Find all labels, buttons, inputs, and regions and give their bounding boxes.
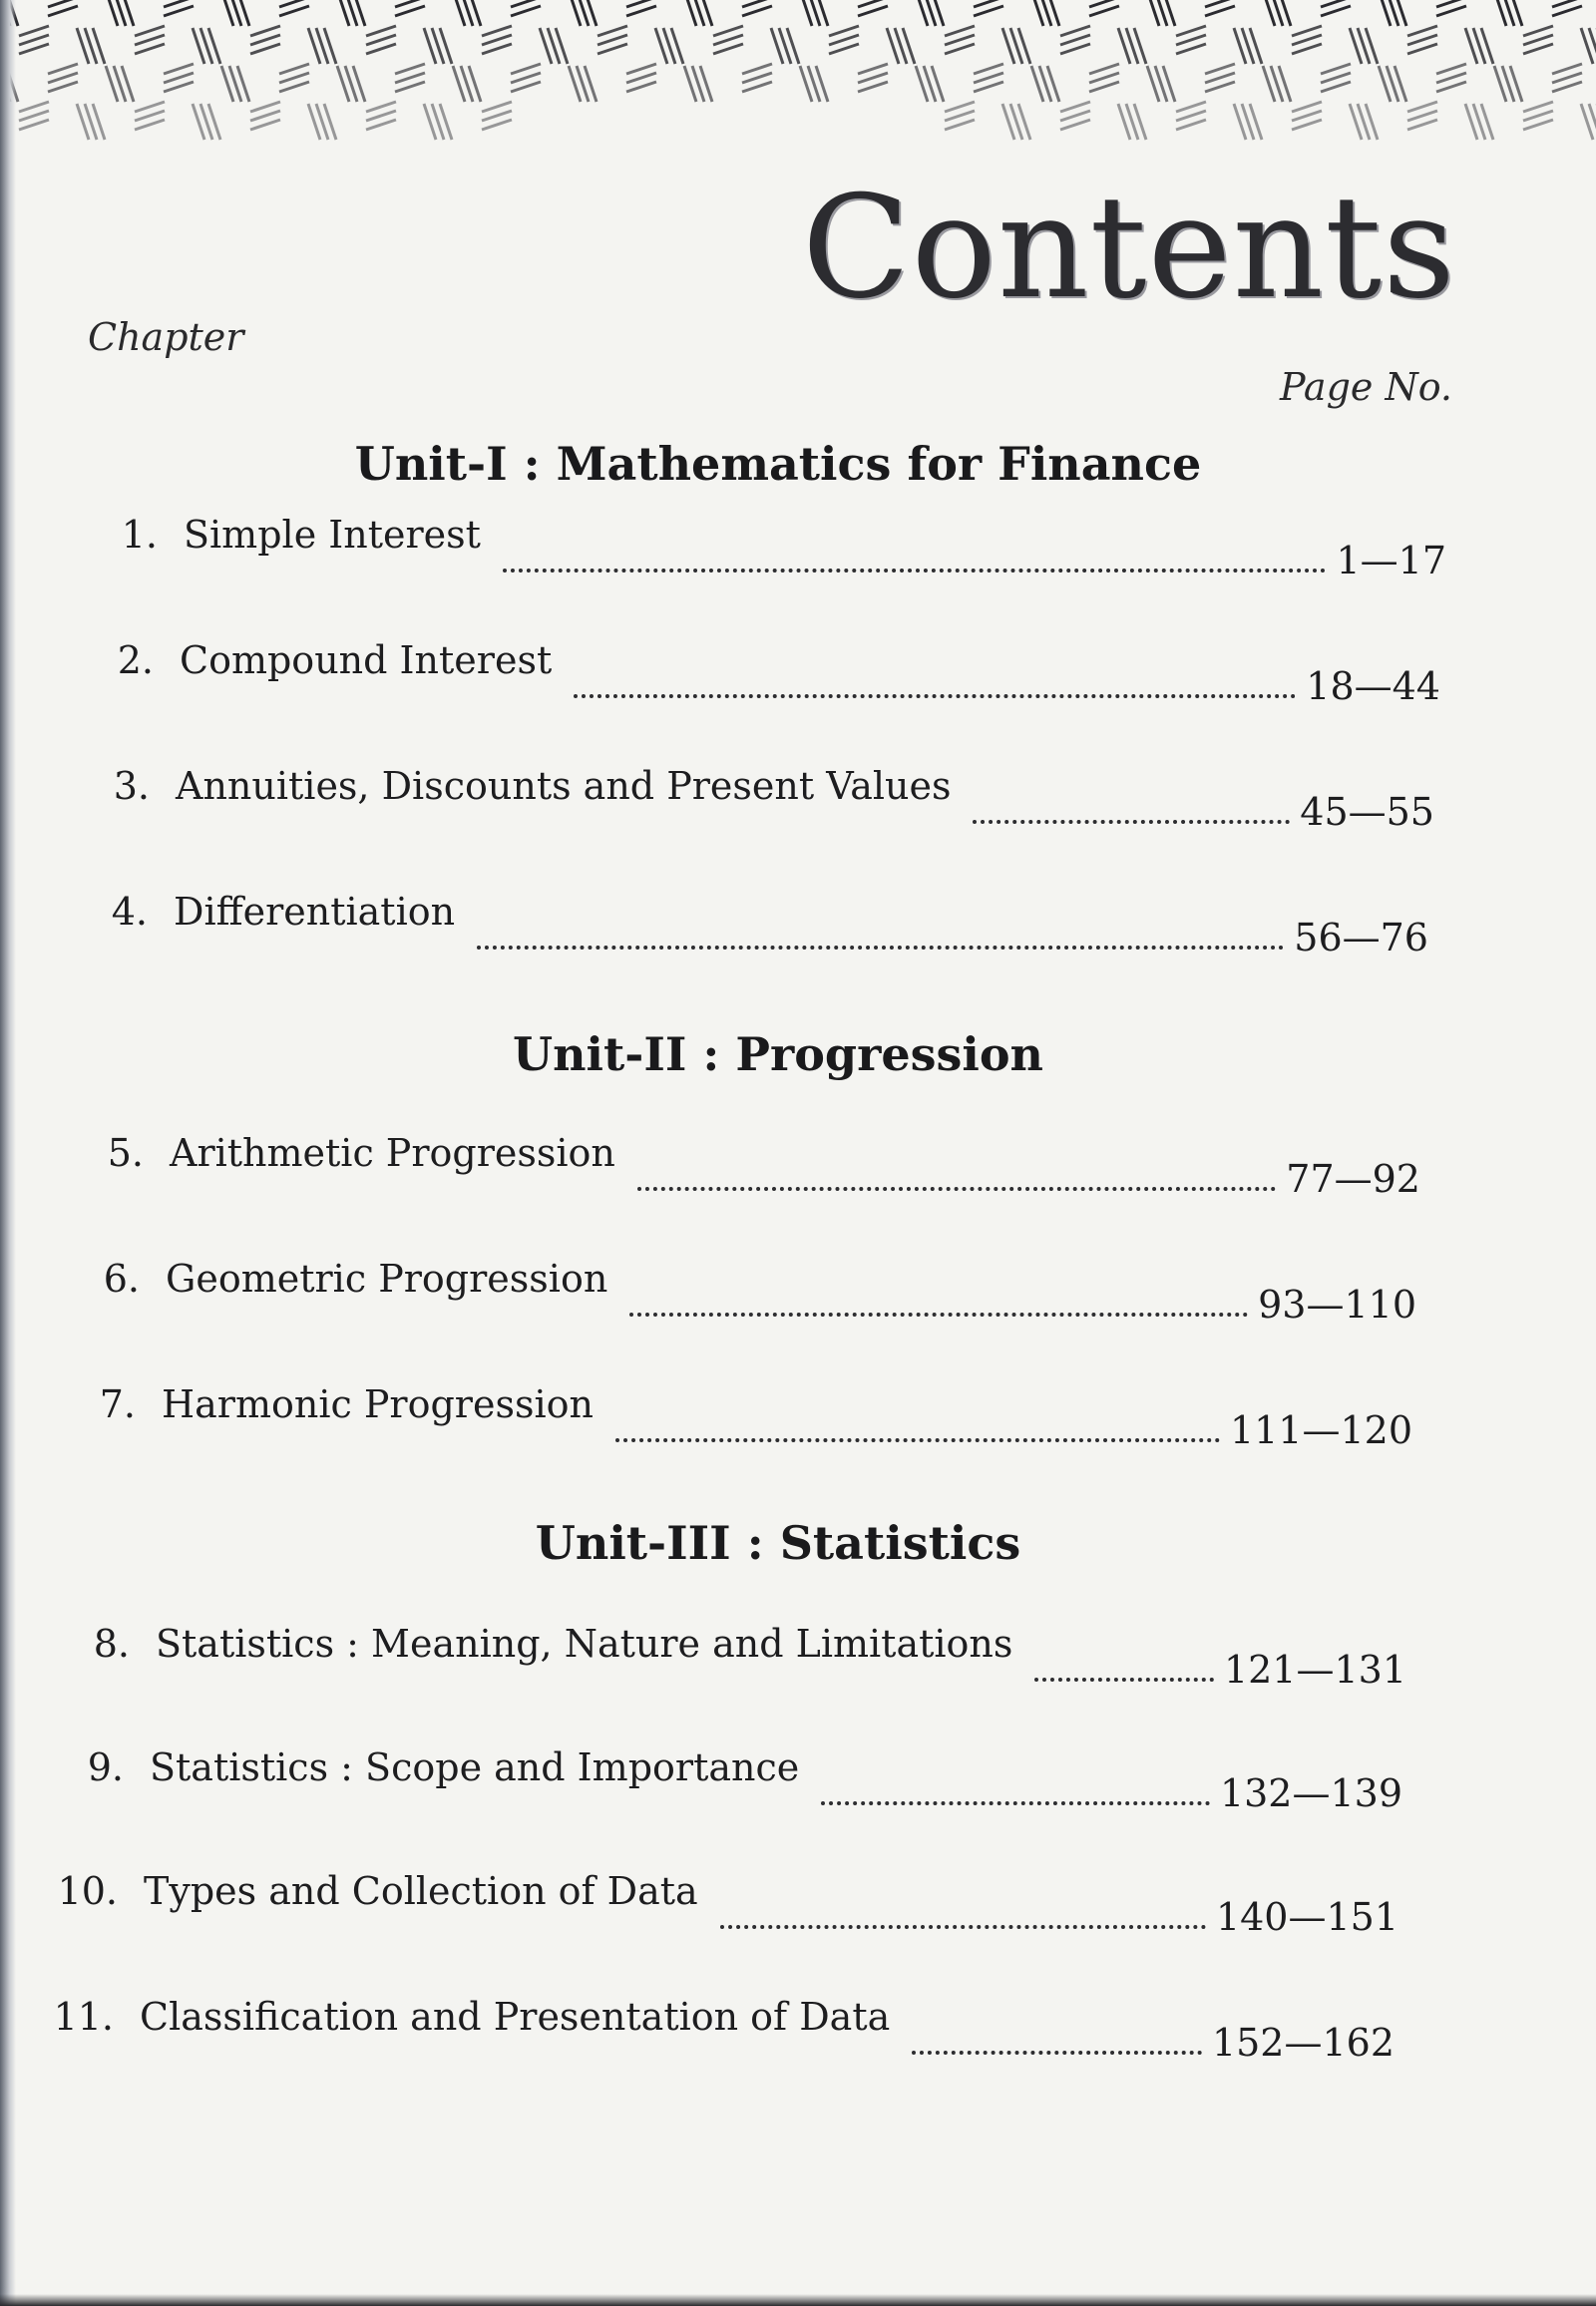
chapter-number: 10.	[57, 1869, 118, 1913]
page-range: 152—162	[1211, 2021, 1395, 2065]
chapter-title: Differentiation	[174, 890, 456, 934]
chapter-number: 7.	[99, 1382, 136, 1426]
toc-entry[interactable]	[86, 890, 1428, 960]
toc-entry[interactable]	[78, 1257, 1416, 1327]
chapter-number: 5.	[107, 1131, 144, 1175]
toc-entry[interactable]	[96, 513, 1446, 582]
page-range: 121—131	[1223, 1648, 1406, 1692]
chapter-number: 6.	[103, 1257, 140, 1301]
dot-leader	[477, 946, 1284, 950]
page-left-shadow	[0, 0, 16, 2306]
toc-entry[interactable]	[88, 764, 1434, 834]
toc-entry[interactable]	[52, 1995, 1395, 2065]
chapter-title: Statistics : Meaning, Nature and Limitations	[156, 1622, 1013, 1666]
dot-leader	[615, 1438, 1220, 1442]
page-range: 18—44	[1306, 664, 1440, 708]
chapter-title: Types and Collection of Data	[144, 1869, 698, 1913]
chapter-title: Harmonic Progression	[162, 1382, 594, 1426]
page-range: 93—110	[1258, 1283, 1416, 1327]
chapter-title: Annuities, Discounts and Present Values	[176, 764, 952, 808]
page-range: 56—76	[1294, 916, 1428, 960]
page-range: 140—151	[1215, 1895, 1398, 1939]
chapter-title: Geometric Progression	[166, 1257, 608, 1301]
unit-heading-1: Unit-I : Mathematics for Finance	[354, 437, 1202, 491]
page-range: 45—55	[1300, 790, 1434, 834]
dot-leader	[912, 2051, 1202, 2055]
toc-entry[interactable]	[92, 638, 1440, 708]
toc-entry[interactable]	[82, 1131, 1420, 1201]
page-bottom-shadow	[0, 2294, 1596, 2306]
chapter-number: 9.	[87, 1745, 124, 1789]
chapter-number: 11.	[53, 1995, 114, 2039]
dot-leader	[503, 569, 1327, 573]
page-range: 111—120	[1229, 1408, 1412, 1452]
dot-leader	[821, 1801, 1210, 1805]
chapter-title: Statistics : Scope and Importance	[150, 1745, 800, 1789]
dot-leader	[629, 1313, 1248, 1317]
page-range: 132—139	[1219, 1771, 1402, 1815]
chapter-title: Simple Interest	[184, 513, 481, 557]
toc-entry[interactable]	[74, 1382, 1412, 1452]
chapter-title: Arithmetic Progression	[170, 1131, 615, 1175]
unit-heading-3: Unit-III : Statistics	[535, 1516, 1021, 1570]
page-range: 77—92	[1286, 1157, 1420, 1201]
toc-entry[interactable]	[68, 1622, 1406, 1692]
chapter-number: 2.	[117, 638, 154, 682]
page-range: 1—17	[1336, 539, 1446, 582]
dot-leader	[1034, 1678, 1214, 1682]
toc-entry[interactable]	[56, 1869, 1398, 1939]
dot-leader	[973, 820, 1290, 824]
chapter-column-label: Chapter	[88, 315, 244, 359]
toc-entry[interactable]	[62, 1745, 1402, 1815]
dot-leader	[574, 694, 1296, 698]
dot-leader	[720, 1925, 1206, 1929]
chapter-title: Compound Interest	[180, 638, 553, 682]
chapter-number: 1.	[121, 513, 158, 557]
page-title: Contents	[801, 166, 1456, 330]
page-number-column-label: Page No.	[1280, 365, 1452, 409]
chapter-number: 3.	[113, 764, 150, 808]
dot-leader	[637, 1187, 1276, 1191]
chapter-title: Classification and Presentation of Data	[140, 1995, 891, 2039]
chapter-number: 8.	[93, 1622, 130, 1666]
chapter-number: 4.	[111, 890, 148, 934]
unit-heading-2: Unit-II : Progression	[513, 1027, 1043, 1081]
